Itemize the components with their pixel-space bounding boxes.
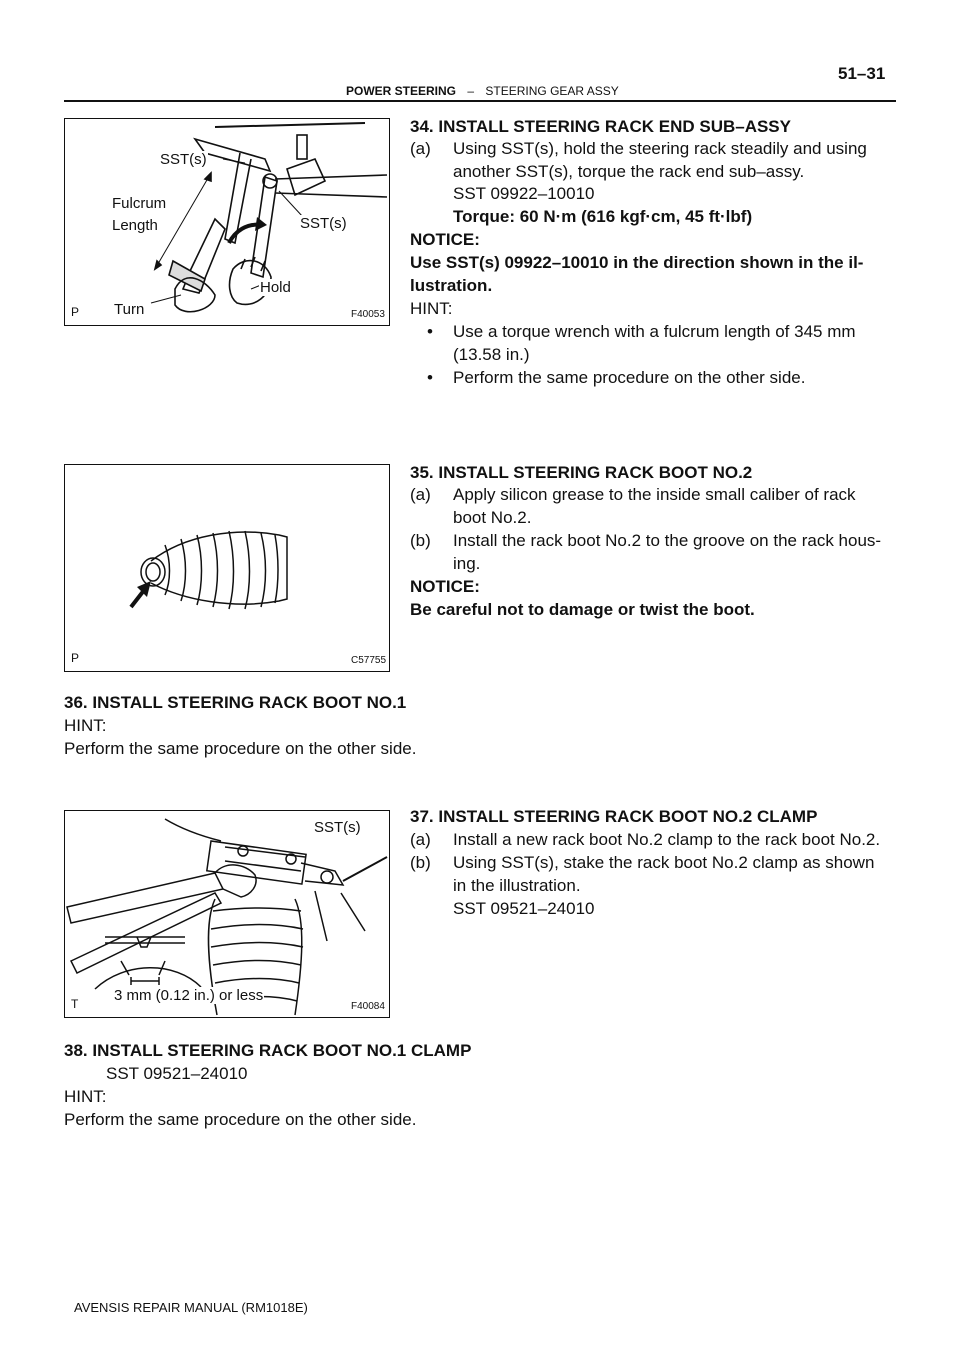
figure-prefix: P — [71, 651, 80, 665]
header-rule — [64, 100, 896, 102]
step-34-torque: Torque: 60 N·m (616 kgf·cm, 45 ft·lbf) — [453, 207, 753, 226]
figure-code: F40084 — [351, 1001, 385, 1012]
callout-sst-lower: SST(s) — [300, 215, 347, 232]
callout-sst: SST(s) — [314, 819, 361, 836]
step-37-b-label: (b) — [410, 853, 431, 872]
rack-boot-illustration — [65, 465, 389, 671]
step-35-b-line1: Install the rack boot No.2 to the groove on the rack hous- — [453, 531, 882, 550]
step-35-b-line2: ing. — [453, 554, 481, 573]
section-title: STEERING GEAR ASSY — [485, 84, 619, 98]
step-37-a-label: (a) — [410, 830, 431, 849]
figure-rack-boot — [64, 464, 390, 672]
step-35-a-label: (a) — [410, 485, 431, 504]
step-38-sst: SST 09521–24010 — [106, 1064, 248, 1083]
callout-gap-dimension: 3 mm (0.12 in.) or less — [114, 987, 264, 1004]
step-34-bullet-1-cont: (13.58 in.) — [453, 345, 530, 364]
step-34-hint-label: HINT: — [410, 299, 453, 318]
callout-length: Length — [112, 217, 158, 234]
page-number: 51–31 — [838, 64, 886, 83]
figure-prefix: T — [71, 997, 79, 1011]
step-34-sst: SST 09922–10010 — [453, 184, 595, 203]
chapter-title: POWER STEERING — [346, 84, 457, 98]
step-35-notice-label: NOTICE: — [410, 577, 480, 596]
step-37-title: 37. INSTALL STEERING RACK BOOT NO.2 CLAMP — [410, 807, 818, 826]
step-34-notice-line2: lustration. — [410, 276, 493, 295]
figure-code: F40053 — [351, 309, 385, 320]
step-38-title: 38. INSTALL STEERING RACK BOOT NO.1 CLAMP — [64, 1041, 472, 1060]
step-34-a-line2: another SST(s), torque the rack end sub–assy. — [453, 162, 805, 181]
figure-prefix: P — [71, 305, 80, 319]
step-34-title: 34. INSTALL STEERING RACK END SUB–ASSY — [410, 117, 791, 136]
step-35-a-line1: Apply silicon grease to the inside small caliber of rack — [453, 485, 856, 504]
step-35-title: 35. INSTALL STEERING RACK BOOT NO.2 — [410, 463, 753, 482]
step-37-b-line1: Using SST(s), stake the rack boot No.2 clamp as shown — [453, 853, 875, 872]
figure-rack-end-torque — [64, 118, 390, 326]
step-38-hint-label: HINT: — [64, 1087, 107, 1106]
step-35-b-label: (b) — [410, 531, 431, 550]
step-34-notice-line1: Use SST(s) 09922–10010 in the direction shown in the il- — [410, 253, 864, 272]
step-34-a-line1: Using SST(s), hold the steering rack steadily and using — [453, 139, 867, 158]
callout-hold: Hold — [260, 279, 291, 296]
step-36-title: 36. INSTALL STEERING RACK BOOT NO.1 — [64, 693, 407, 712]
manual-footer: AVENSIS REPAIR MANUAL (RM1018E) — [74, 1300, 308, 1315]
step-34-notice-label: NOTICE: — [410, 230, 480, 249]
step-34-a-label: (a) — [410, 139, 431, 158]
figure-boot-clamp — [64, 810, 390, 1018]
step-37-sst: SST 09521–24010 — [453, 899, 595, 918]
step-34-bullet-2: • Perform the same procedure on the other side. — [453, 367, 805, 388]
callout-turn: Turn — [114, 301, 145, 318]
step-34-bullet-1: • Use a torque wrench with a fulcrum length of 345 mm — [453, 321, 896, 342]
callout-sst-upper: SST(s) — [160, 151, 207, 168]
figure-code: C57755 — [351, 655, 387, 666]
step-37-b-line2: in the illustration. — [453, 876, 581, 895]
step-36-hint-label: HINT: — [64, 716, 107, 735]
step-37-a-line1: Install a new rack boot No.2 clamp to the rack boot No.2. — [453, 830, 881, 849]
step-38-hint-text: Perform the same procedure on the other side. — [64, 1110, 417, 1129]
running-header — [346, 84, 619, 98]
step-35-notice-text: Be careful not to damage or twist the boot. — [410, 600, 755, 619]
step-36-hint-text: Perform the same procedure on the other side. — [64, 739, 417, 758]
step-35-a-line2: boot No.2. — [453, 508, 532, 527]
header-separator: – — [467, 84, 475, 98]
callout-fulcrum: Fulcrum — [112, 195, 167, 212]
